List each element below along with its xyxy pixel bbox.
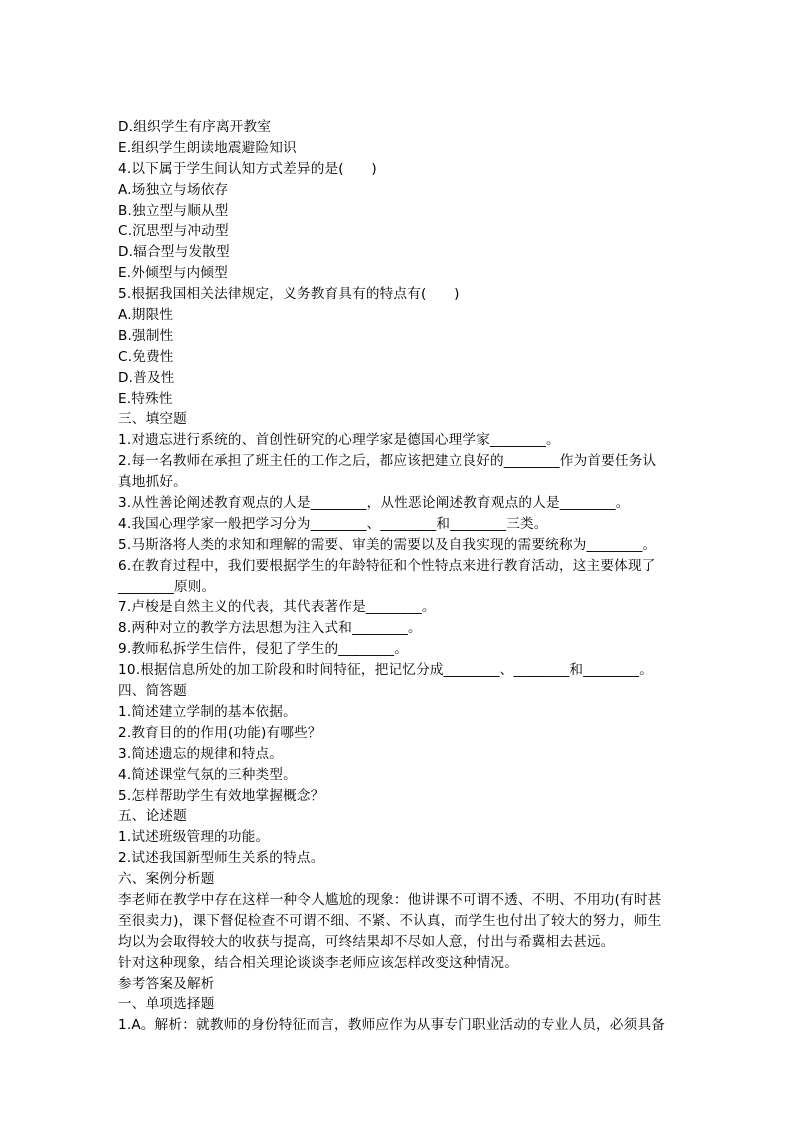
text-line: 至很卖力)，课下督促检查不可谓不细、不紧、不认真，而学生也付出了较大的努力，师生 bbox=[118, 912, 662, 929]
text-line: 3.从性善论阐述教育观点的人是________，从性恶论阐述教育观点的人是________。 bbox=[118, 495, 630, 512]
text-line: C.沉思型与冲动型 bbox=[118, 223, 229, 240]
text-line: 1.对遗忘进行系统的、首创性研究的心理学家是德国心理学家________。 bbox=[118, 432, 560, 449]
text-line: D.组织学生有序离开教室 bbox=[118, 119, 272, 135]
text-line: E.组织学生朗读地震避险知识 bbox=[118, 139, 297, 156]
text-line: B.强制性 bbox=[118, 327, 174, 344]
text-line: 4.我国心理学家一般把学习分为________、________和________三类。 bbox=[118, 515, 548, 532]
text-line: B.独立型与顺从型 bbox=[118, 202, 229, 219]
text-line: 2.试述我国新型师生关系的特点。 bbox=[118, 850, 325, 867]
text-line: 2.每一名教师在承担了班主任的工作之后，都应该把建立良好的________作为首要任务认 bbox=[118, 453, 657, 470]
text-line: 六、案例分析题 bbox=[118, 871, 215, 888]
text-line: 一、单项选择题 bbox=[118, 996, 215, 1013]
text-line: 1.简述建立学制的基本依据。 bbox=[118, 703, 297, 720]
text-line: 1.A。解析：就教师的身份特征而言，教师应作为从事专门职业活动的专业人员，必须具备 bbox=[118, 1017, 666, 1034]
text-line: 四、简答题 bbox=[118, 683, 187, 700]
text-line: 9.教师私拆学生信件，侵犯了学生的________。 bbox=[118, 641, 409, 658]
text-line: 8.两种对立的教学方法思想为注入式和________。 bbox=[118, 620, 422, 637]
text-line: 均以为会取得较大的收获与提高，可终结果却不尽如人意，付出与希冀相去甚远。 bbox=[118, 933, 615, 950]
text-line: 三、填空题 bbox=[118, 411, 187, 428]
text-line: D.普及性 bbox=[118, 369, 175, 386]
text-line: 1.试述班级管理的功能。 bbox=[118, 829, 270, 846]
text-line: 5.怎样帮助学生有效地掌握概念？ bbox=[118, 787, 325, 804]
text-line: D.辐合型与发散型 bbox=[118, 244, 230, 261]
text-line: 7.卢梭是自然主义的代表，其代表著作是________。 bbox=[118, 599, 436, 616]
text-line: 4.以下属于学生间认知方式差异的是( ) bbox=[118, 160, 377, 177]
text-line: 10.根据信息所处的加工阶段和时间特征，把记忆分成________、________和________。 bbox=[118, 662, 653, 679]
text-line: 5.根据我国相关法律规定，义务教育具有的特点有( ) bbox=[118, 286, 460, 303]
text-line: 李老师在教学中存在这样一种令人尴尬的现象：他讲课不可谓不透、不明、不用功(有时甚 bbox=[118, 891, 662, 908]
text-line: A.期限性 bbox=[118, 307, 174, 324]
text-line: 6.在教育过程中，我们要根据学生的年龄特征和个性特点来进行教育活动，这主要体现了 bbox=[118, 557, 656, 574]
text-line: 2.教育目的的作用(功能)有哪些？ bbox=[118, 724, 322, 741]
text-line: 3.简述遗忘的规律和特点。 bbox=[118, 745, 284, 762]
text-line: 5.马斯洛将人类的求知和理解的需要、审美的需要以及自我实现的需要统称为________。 bbox=[118, 536, 657, 553]
text-line: E.外倾型与内倾型 bbox=[118, 265, 228, 282]
text-line: C.免费性 bbox=[118, 348, 174, 365]
text-line: 五、论述题 bbox=[118, 808, 187, 825]
text-line: A.场独立与场依存 bbox=[118, 181, 229, 198]
text-line: 参考答案及解析 bbox=[118, 975, 215, 992]
text-line: 真地抓好。 bbox=[118, 474, 187, 491]
text-line: E.特殊性 bbox=[118, 390, 173, 407]
document-page bbox=[118, 117, 688, 1036]
text-line: 4.简述课堂气氛的三种类型。 bbox=[118, 766, 297, 783]
text-line: 针对这种现象，结合相关理论谈谈李老师应该怎样改变这种情况。 bbox=[118, 954, 519, 971]
text-line: ________原则。 bbox=[118, 578, 216, 595]
